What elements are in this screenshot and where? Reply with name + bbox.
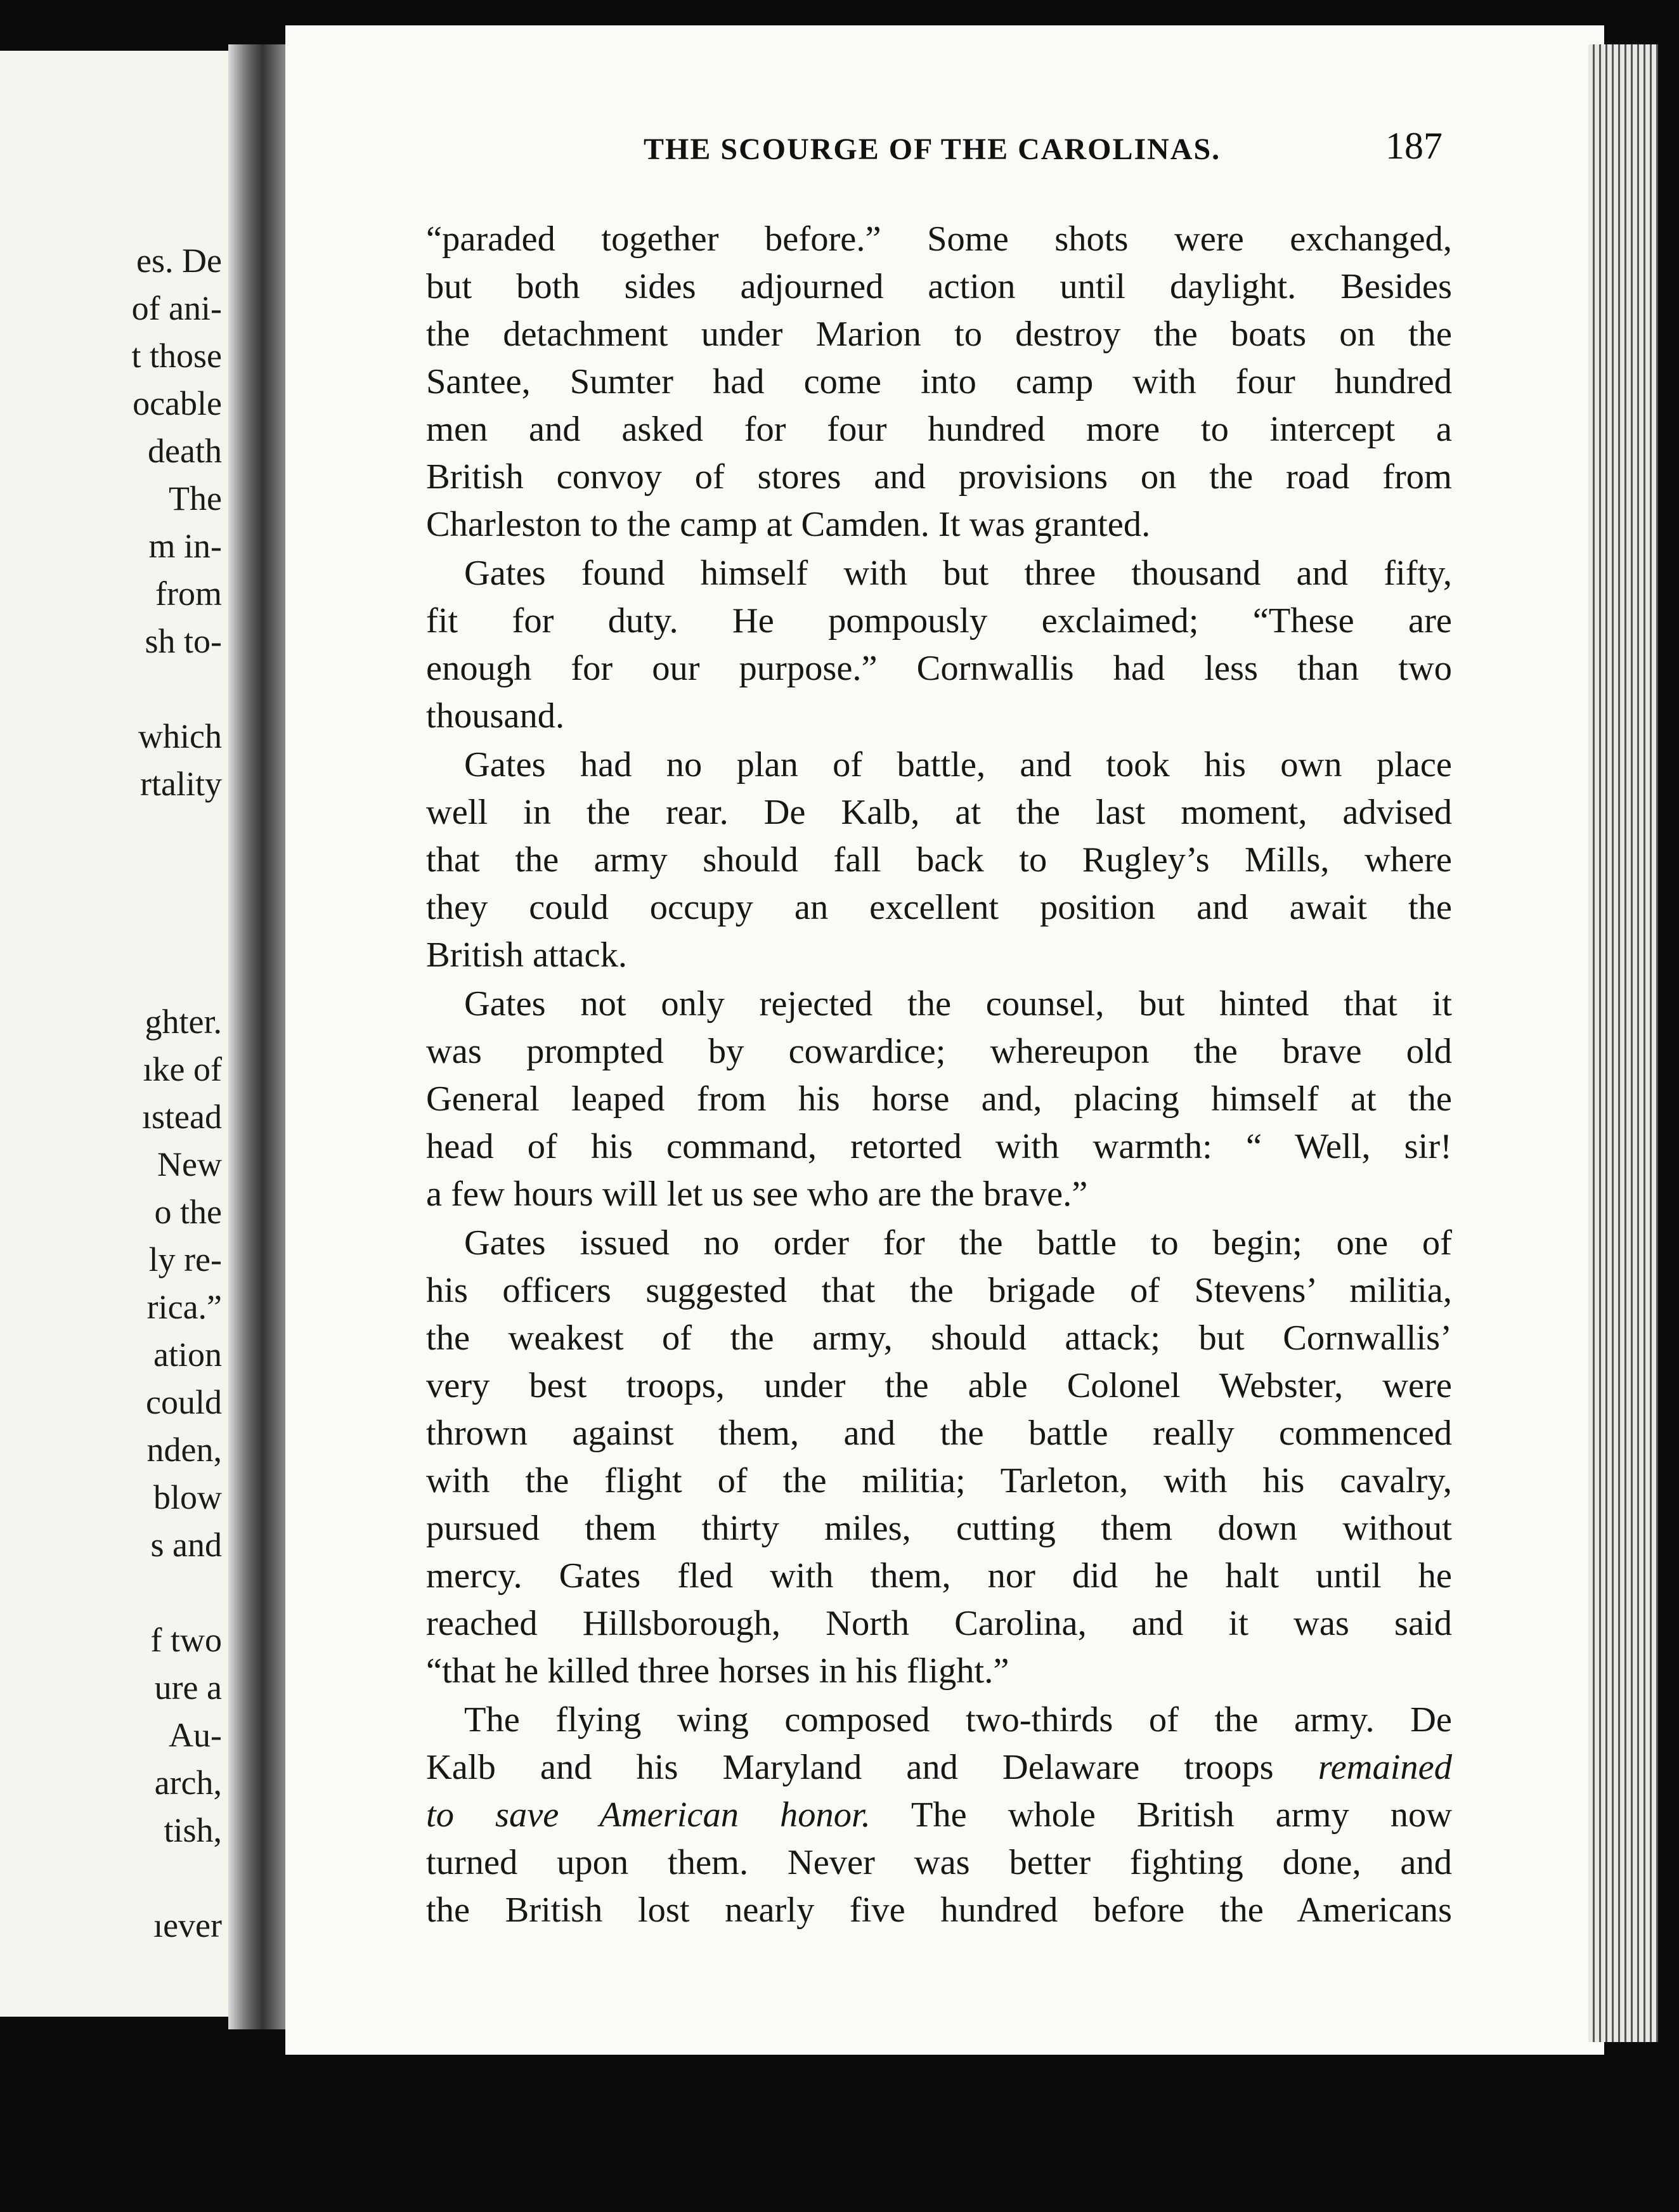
left-page-line: death — [148, 432, 222, 470]
text-line: “paraded together before.” Some shots were exchanged, — [426, 219, 1452, 259]
text-line: The flying wing composed two-thirds of the army. De — [464, 1700, 1452, 1740]
left-page-line: tish, — [164, 1811, 222, 1849]
page-edges — [1588, 44, 1658, 2042]
text-line: British attack. — [426, 935, 627, 975]
text-line: pursued them thirty miles, cutting them down without — [426, 1509, 1452, 1548]
italic-phrase: to save American honor. — [426, 1795, 871, 1835]
text-line: the detachment under Marion to destroy the boats on the — [426, 315, 1452, 354]
text-line: Gates had no plan of battle, and took his own place — [464, 745, 1452, 784]
left-page-line: could — [146, 1383, 222, 1421]
left-page-line: t those — [131, 337, 222, 375]
left-page-line: rtality — [140, 765, 222, 803]
text-line — [426, 1793, 1452, 1837]
text-line: men and asked for four hundred more to intercept a — [426, 410, 1452, 449]
left-page — [0, 51, 230, 2017]
text-span: Kalb and his Maryland and Delaware troops — [426, 1748, 1274, 1787]
text-line: reached Hillsborough, North Carolina, and it was said — [426, 1604, 1452, 1643]
text-line: thrown against them, and the battle really commenced — [426, 1414, 1452, 1453]
left-page-line: sh to- — [145, 622, 222, 660]
text-line: was prompted by cowardice; whereupon the brave old — [426, 1032, 1452, 1071]
left-page-line: of ani- — [131, 289, 222, 327]
page-number: 187 — [1385, 125, 1442, 167]
left-page-line: ure a — [154, 1669, 222, 1707]
left-page-line: which — [138, 717, 222, 755]
text-line: fit for duty. He pompously exclaimed; “These are — [426, 601, 1452, 641]
left-page-line: arch, — [154, 1764, 222, 1802]
text-line: well in the rear. De Kalb, at the last moment, advised — [426, 793, 1452, 832]
text-line: enough for our purpose.” Cornwallis had less than two — [426, 649, 1452, 688]
text-line: Gates not only rejected the counsel, but hinted that it — [464, 984, 1452, 1024]
left-page-line: New — [157, 1145, 222, 1183]
book-gutter — [228, 44, 285, 2029]
italic-phrase: remained — [1318, 1748, 1453, 1787]
text-line: Charleston to the camp at Camden. It was granted. — [426, 505, 1151, 544]
text-line: “that he killed three horses in his flight.” — [426, 1651, 1009, 1691]
text-line: his officers suggested that the brigade of Stevens’ militia, — [426, 1271, 1452, 1310]
text-line: Gates issued no order for the battle to begin; one of — [464, 1223, 1452, 1263]
text-line: they could occupy an excellent position and await the — [426, 888, 1452, 927]
text-line — [426, 1745, 1452, 1790]
text-line: General leaped from his horse and, placing himself at the — [426, 1079, 1452, 1119]
left-page-line: rica.” — [146, 1288, 222, 1326]
text-line: Gates found himself with but three thousand and fifty, — [464, 554, 1452, 593]
text-line: with the flight of the militia; Tarleton, with his cavalry, — [426, 1461, 1452, 1500]
left-page-line: ly re- — [148, 1240, 222, 1278]
left-page-line: blow — [153, 1478, 222, 1516]
left-page-line: ocable — [133, 384, 222, 422]
text-line: British convoy of stores and provisions on the road from — [426, 457, 1452, 497]
text-line: that the army should fall back to Rugley’s Mills, where — [426, 840, 1452, 880]
left-page-line: m in- — [148, 527, 222, 565]
left-page-line: s and — [150, 1526, 222, 1564]
left-page-line: ıstead — [142, 1098, 222, 1136]
left-page-line: f two — [150, 1621, 222, 1659]
text-line: head of his command, retorted with warmth: “ Well, sir! — [426, 1127, 1452, 1166]
text-line: thousand. — [426, 696, 565, 736]
left-page-line: The — [169, 479, 222, 517]
left-page-line: from — [155, 575, 222, 613]
left-page-line: ıke of — [143, 1050, 222, 1088]
left-page-line: ghter. — [145, 1003, 222, 1041]
left-page-line: ıever — [153, 1906, 222, 1944]
text-line: Santee, Sumter had come into camp with four hundred — [426, 362, 1452, 401]
text-line: but both sides adjourned action until daylight. Besides — [426, 267, 1452, 306]
text-line: mercy. Gates fled with them, nor did he halt until he — [426, 1556, 1452, 1596]
text-line: turned upon them. Never was better fighting done, and — [426, 1843, 1452, 1882]
text-line: very best troops, under the able Colonel Webster, were — [426, 1366, 1452, 1405]
left-page-line: ation — [153, 1336, 222, 1374]
running-head: THE SCOURGE OF THE CAROLINAS. — [644, 133, 1221, 166]
left-page-line: es. De — [136, 242, 222, 280]
text-span: The whole British army now — [911, 1795, 1453, 1835]
text-line: the British lost nearly five hundred before the Americans — [426, 1890, 1452, 1930]
text-line: a few hours will let us see who are the brave.” — [426, 1174, 1088, 1214]
text-line: the weakest of the army, should attack; but Cornwallis’ — [426, 1318, 1452, 1358]
left-page-line: Au- — [169, 1716, 222, 1754]
left-page-line: nden, — [146, 1431, 222, 1469]
left-page-line: o the — [154, 1193, 222, 1231]
